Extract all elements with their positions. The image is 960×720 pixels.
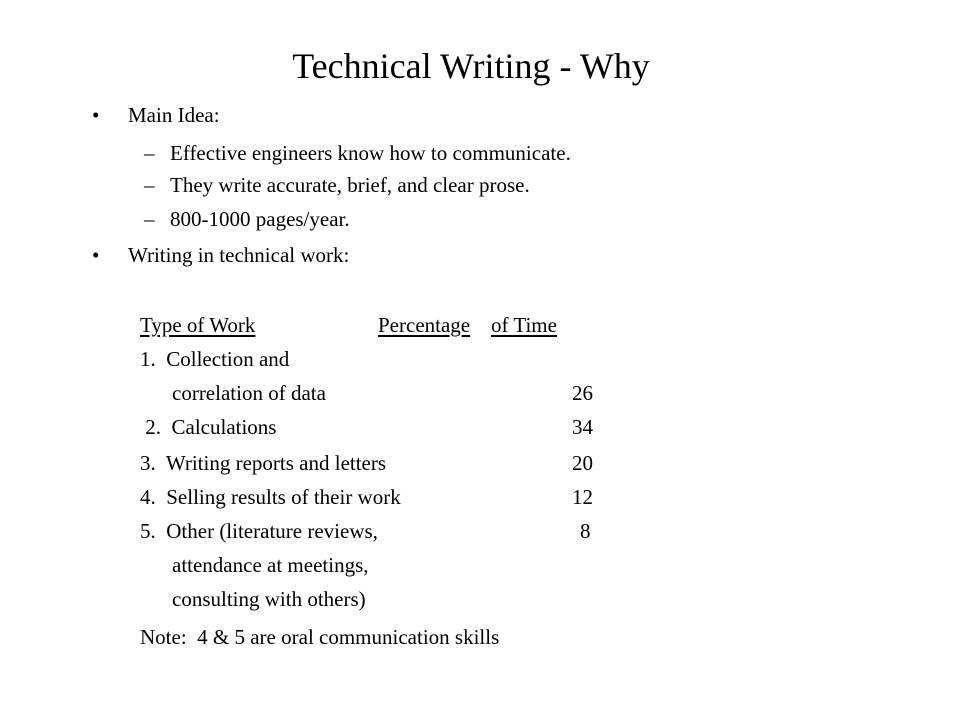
- row-5-value: 8: [580, 519, 591, 543]
- dash-marker: –: [144, 173, 155, 197]
- slide-title: Technical Writing - Why: [292, 46, 650, 86]
- dash-marker: –: [144, 207, 155, 231]
- row-3-value: 20: [572, 451, 593, 475]
- header-percentage: Percentage: [378, 313, 471, 337]
- bullet-marker: •: [92, 243, 100, 267]
- row-5-line-1: 5. Other (literature reviews,: [140, 519, 378, 543]
- row-3-line-1: 3. Writing reports and letters: [140, 451, 387, 475]
- row-5-line-3: consulting with others): [172, 587, 366, 611]
- row-4-value: 12: [572, 485, 593, 509]
- header-of-time: of Time: [491, 313, 557, 337]
- subpoint-communicate: Effective engineers know how to communicate.: [170, 141, 571, 165]
- bullet-main-idea: Main Idea:: [128, 103, 220, 127]
- row-1-line-2: correlation of data: [172, 381, 326, 405]
- subpoint-prose: They write accurate, brief, and clear prose.: [170, 173, 530, 197]
- row-1-line-1: 1. Collection and: [140, 347, 290, 371]
- header-type-of-work: Type of Work: [140, 313, 256, 337]
- row-4-line-1: 4. Selling results of their work: [140, 485, 401, 509]
- row-1-value: 26: [572, 381, 593, 405]
- subpoint-pages: 800-1000 pages/year.: [170, 207, 350, 231]
- bullet-writing-technical: Writing in technical work:: [128, 243, 350, 267]
- table-note: Note: 4 & 5 are oral communication skills: [140, 625, 500, 649]
- row-5-line-2: attendance at meetings,: [172, 553, 369, 577]
- dash-marker: –: [144, 141, 155, 165]
- bullet-marker: •: [92, 103, 100, 127]
- row-2-value: 34: [572, 415, 593, 439]
- row-2-line-1: 2. Calculations: [140, 415, 277, 439]
